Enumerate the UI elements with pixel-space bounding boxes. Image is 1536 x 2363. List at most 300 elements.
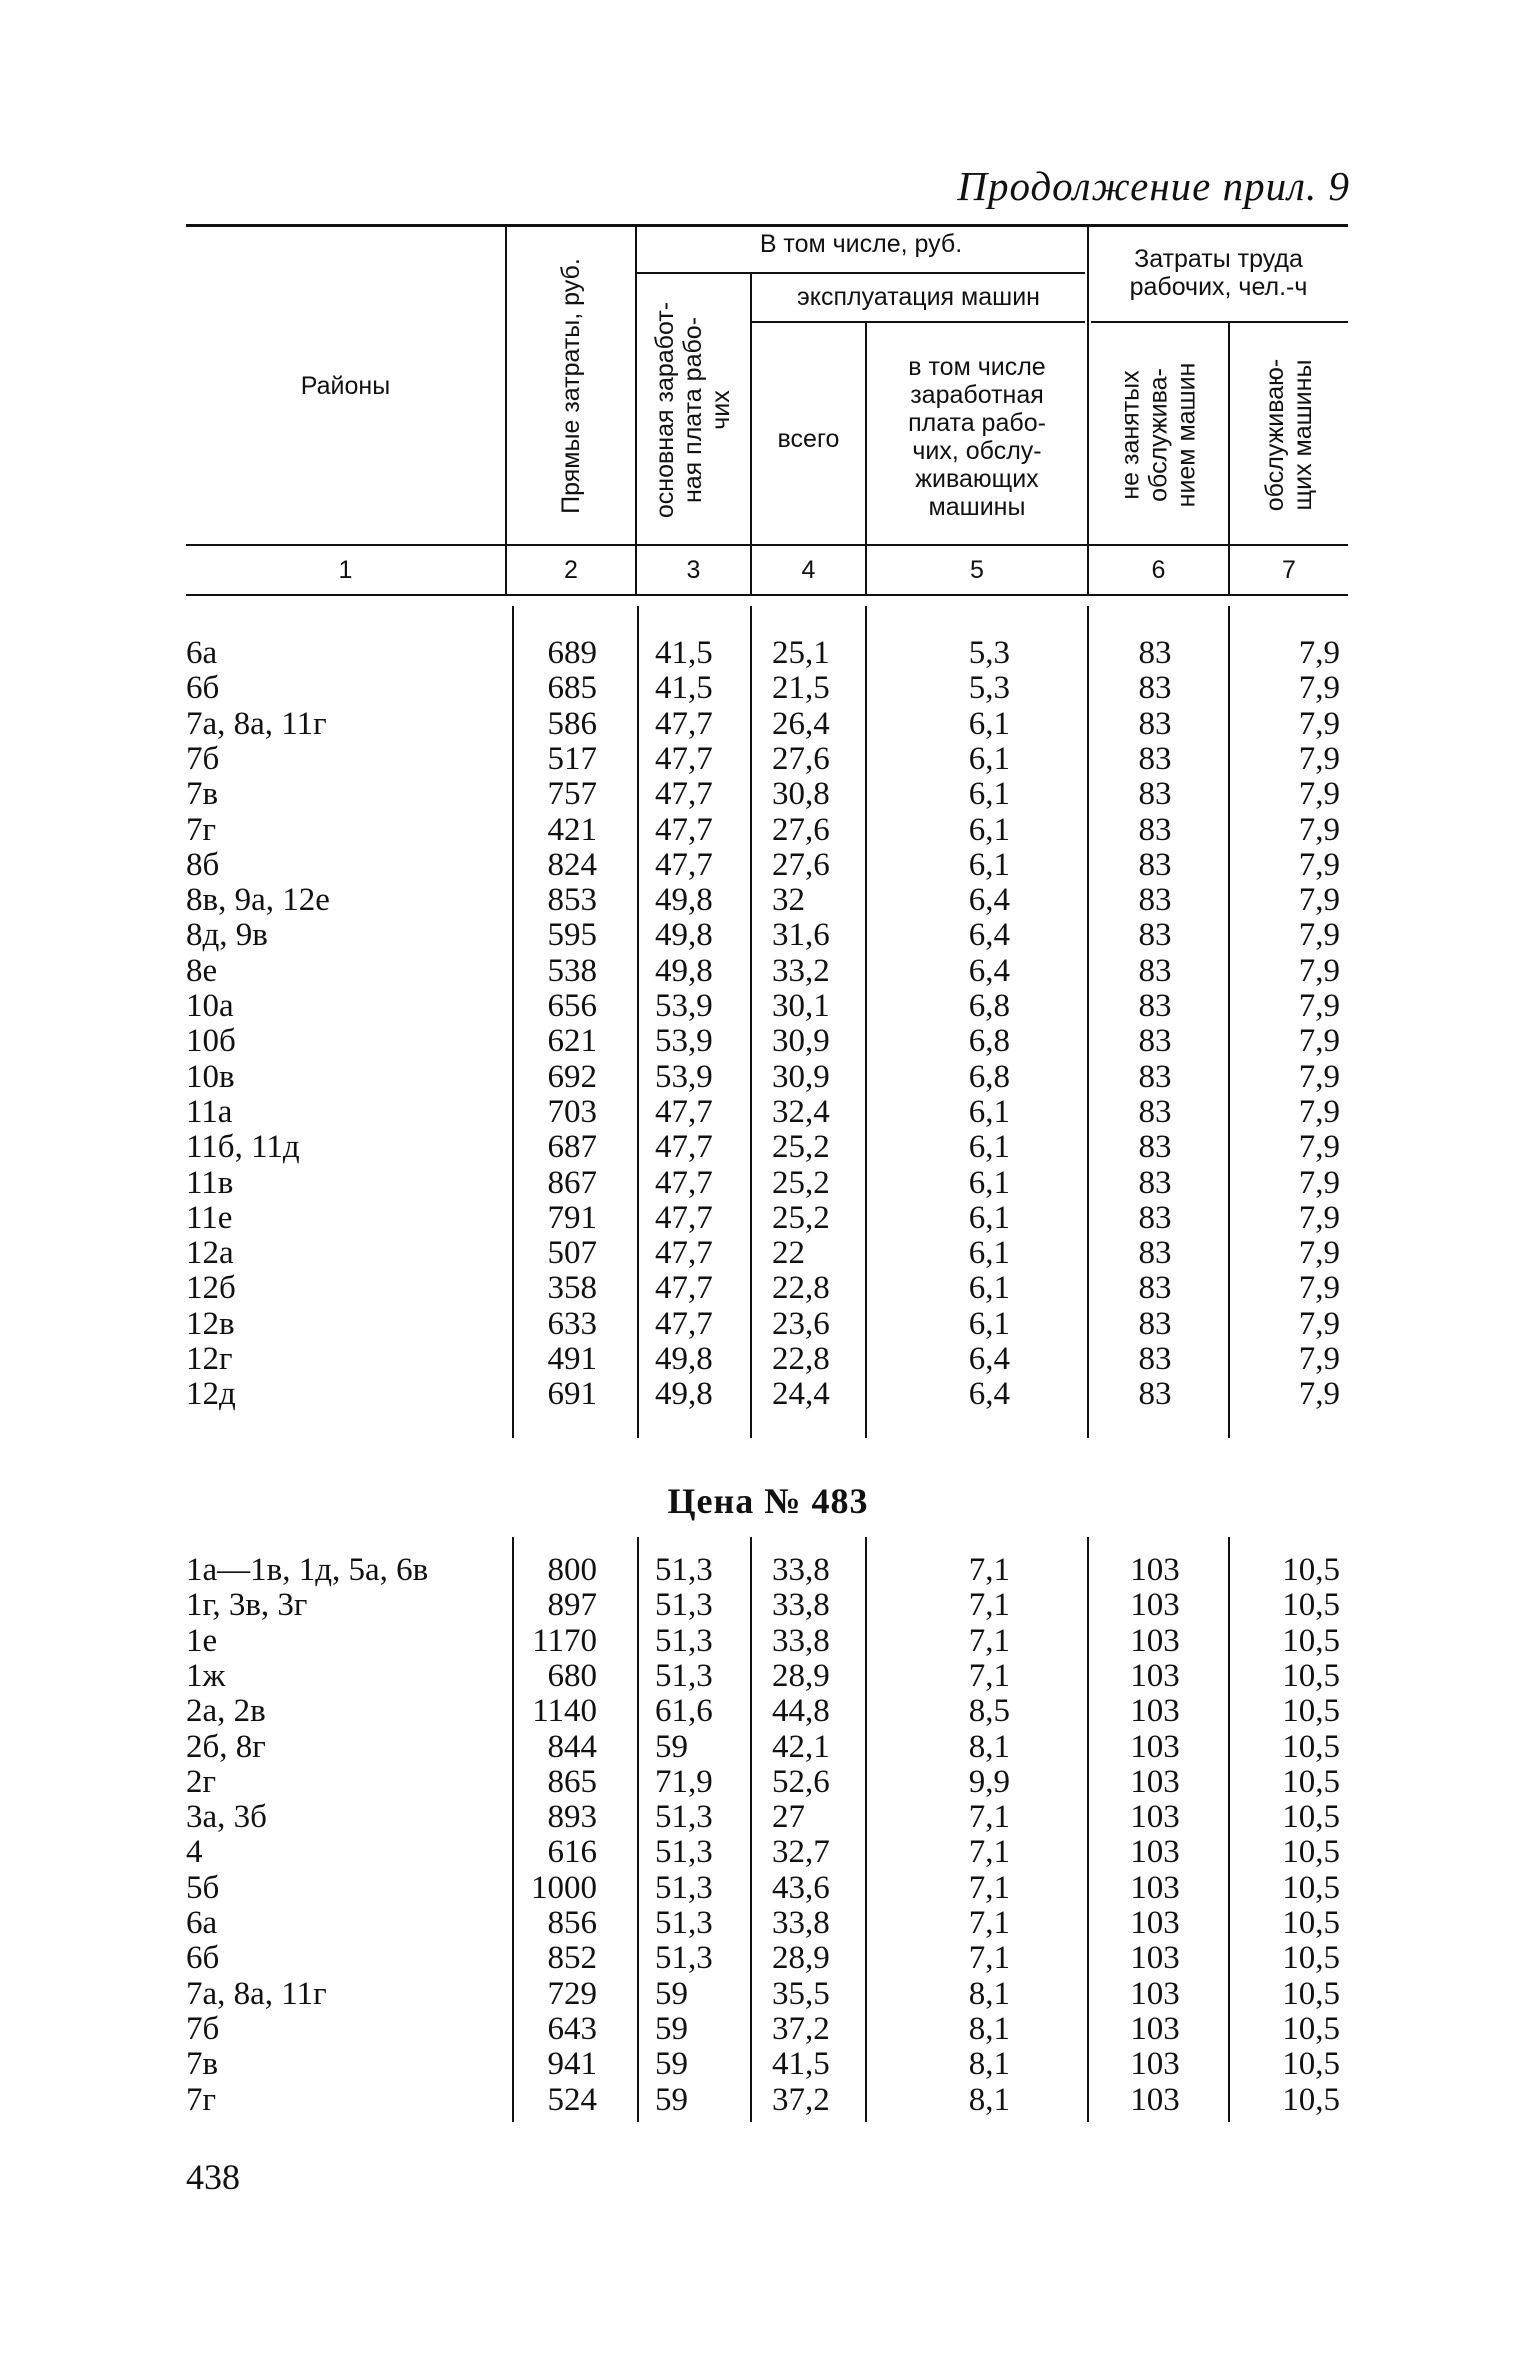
table-cell: 33,8 [772, 1905, 830, 1941]
table-cell: 83 [1138, 1341, 1172, 1377]
table-cell: 12а [186, 1235, 234, 1272]
table-row [0, 1130, 1536, 1165]
table-cell: 53,9 [655, 988, 713, 1024]
table-row [0, 954, 1536, 989]
table-cell: 53,9 [655, 1023, 713, 1060]
table-cell: 1а—1в, 1д, 5а, 6в [186, 1552, 429, 1588]
table-row [0, 1941, 1536, 1976]
table-cell: 7а, 8а, 11г [186, 1975, 327, 2012]
table-cell: 25,2 [772, 1199, 830, 1236]
table-cell: 4 [186, 1834, 203, 1871]
table-cell: 47,7 [655, 1235, 713, 1272]
table-cell: 517 [547, 740, 597, 777]
table-cell: 47,7 [655, 811, 713, 848]
table-cell: 10,5 [1282, 1552, 1340, 1588]
table-cell: 51,3 [655, 1905, 713, 1941]
table-cell: 49,8 [655, 1376, 713, 1413]
table-cell: 103 [1130, 1622, 1180, 1659]
table-row [0, 1871, 1536, 1906]
table-row [0, 2083, 1536, 2118]
table-cell: 12в [186, 1305, 235, 1342]
table-row [0, 1765, 1536, 1800]
table-cell: 61,6 [655, 1693, 713, 1730]
table-cell: 37,2 [772, 2081, 830, 2118]
table-cell: 852 [547, 1940, 597, 1977]
table-cell: 10,5 [1282, 2010, 1340, 2047]
table-cell: 59 [655, 1728, 688, 1765]
table-cell: 10б [186, 1023, 236, 1060]
table-cell: 11а [186, 1093, 233, 1130]
table-cell: 7,9 [1298, 952, 1340, 989]
table-cell: 30,9 [772, 1023, 830, 1060]
table-row [0, 742, 1536, 777]
table-cell: 47,7 [655, 846, 713, 883]
table-cell: 7,1 [968, 1622, 1010, 1659]
table-row [0, 1730, 1536, 1765]
table-cell: 7,1 [968, 1869, 1010, 1906]
table-cell: 791 [547, 1199, 597, 1236]
table-cell: 7,1 [968, 1940, 1010, 1977]
table-cell: 586 [547, 705, 597, 742]
table-cell: 26,4 [772, 705, 830, 742]
table-cell: 83 [1138, 882, 1172, 919]
table-cell: 11б, 11д [186, 1129, 300, 1166]
table-cell: 37,2 [772, 2010, 830, 2047]
table-cell: 10,5 [1282, 1622, 1340, 1659]
group-labor-underline [1091, 321, 1348, 323]
header-machine-wage: в том числе заработная плата рабо- чих, обслу- живающих машины [908, 353, 1046, 521]
table-cell: 10,5 [1282, 2081, 1340, 2118]
table-cell: 83 [1138, 1270, 1172, 1307]
table-cell: 10,5 [1282, 1834, 1340, 1871]
table-cell: 687 [547, 1129, 597, 1166]
table-cell: 51,3 [655, 1940, 713, 1977]
table-cell: 7в [186, 2046, 219, 2083]
table-cell: 6,1 [968, 1235, 1010, 1272]
table-cell: 7б [186, 740, 220, 777]
column-number: 6 [1151, 556, 1166, 584]
table-row [0, 1553, 1536, 1588]
table-cell: 11е [186, 1199, 233, 1236]
table-cell: 59 [655, 2010, 688, 2047]
header-direct-costs: Прямые затраты, руб. [557, 258, 586, 514]
table-cell: 6б [186, 1940, 220, 1977]
table-row [0, 1166, 1536, 1201]
table-cell: 30,8 [772, 776, 830, 813]
table-cell: 853 [547, 882, 597, 919]
table-cell: 47,7 [655, 776, 713, 813]
table-cell: 6,1 [968, 1164, 1010, 1201]
table-cell: 680 [547, 1657, 597, 1694]
table-cell: 33,2 [772, 952, 830, 989]
table-cell: 10,5 [1282, 1940, 1340, 1977]
table-cell: 9,9 [968, 1763, 1010, 1800]
table-cell: 7,9 [1298, 917, 1340, 954]
table-cell: 33,8 [772, 1587, 830, 1624]
table-cell: 83 [1138, 705, 1172, 742]
table-cell: 47,7 [655, 1093, 713, 1130]
table-cell: 7,9 [1298, 988, 1340, 1024]
table-cell: 6,8 [968, 988, 1010, 1024]
table-cell: 633 [547, 1305, 597, 1342]
table-cell: 59 [655, 2081, 688, 2118]
table-row [0, 1624, 1536, 1659]
table-cell: 22,8 [772, 1341, 830, 1377]
table-cell: 8,1 [968, 2081, 1010, 2118]
table-cell: 25,2 [772, 1129, 830, 1166]
header-servicing: обслуживаю- щих машины [1261, 358, 1318, 511]
price-section-title: Цена № 483 [667, 1481, 869, 1521]
table-cell: 10,5 [1282, 1587, 1340, 1624]
table-cell: 83 [1138, 740, 1172, 777]
table-cell: 51,3 [655, 1622, 713, 1659]
table-row [0, 1906, 1536, 1941]
table-cell: 12д [186, 1376, 236, 1413]
table-cell: 7,9 [1298, 811, 1340, 848]
table-cell: 52,6 [772, 1763, 830, 1800]
table-row [0, 1694, 1536, 1729]
table-cell: 103 [1130, 1693, 1180, 1730]
table-cell: 32,4 [772, 1093, 830, 1130]
table-cell: 41,5 [772, 2046, 830, 2083]
table-cell: 6б [186, 670, 220, 707]
table-row [0, 813, 1536, 848]
table-cell: 41,5 [655, 635, 713, 671]
table-row [0, 2012, 1536, 2047]
table-cell: 7,1 [968, 1587, 1010, 1624]
table-cell: 83 [1138, 1129, 1172, 1166]
table-row [0, 707, 1536, 742]
table-cell: 47,7 [655, 1129, 713, 1166]
table-cell: 6,4 [968, 1341, 1010, 1377]
table-cell: 11в [186, 1164, 234, 1201]
table-cell: 103 [1130, 1657, 1180, 1694]
table-cell: 7,9 [1298, 1270, 1340, 1307]
table-cell: 8,5 [968, 1693, 1010, 1730]
table-cell: 12г [186, 1341, 233, 1377]
table-cell: 8е [186, 952, 218, 989]
table-cell: 7,9 [1298, 1058, 1340, 1095]
table-cell: 824 [547, 846, 597, 883]
table-top-rule [186, 224, 1348, 227]
column-number: 5 [970, 556, 984, 584]
table-row [0, 1342, 1536, 1377]
table-cell: 30,9 [772, 1058, 830, 1095]
table-cell: 6,1 [968, 776, 1010, 813]
table-cell: 103 [1130, 2046, 1180, 2083]
table-cell: 24,4 [772, 1376, 830, 1413]
table-cell: 421 [547, 811, 597, 848]
table-cell: 941 [547, 2046, 597, 2083]
table-cell: 83 [1138, 1305, 1172, 1342]
table-cell: 32 [772, 882, 805, 919]
table-cell: 1000 [531, 1869, 597, 1906]
table-cell: 8,1 [968, 2010, 1010, 2047]
table-cell: 7,9 [1298, 1235, 1340, 1272]
table-cell: 53,9 [655, 1058, 713, 1095]
table-cell: 800 [547, 1552, 597, 1588]
table-cell: 491 [547, 1341, 597, 1377]
table-cell: 7,1 [968, 1799, 1010, 1836]
table-cell: 6,1 [968, 705, 1010, 742]
table-cell: 10,5 [1282, 1728, 1340, 1765]
table-cell: 103 [1130, 1834, 1180, 1871]
table-cell: 30,1 [772, 988, 830, 1024]
table-cell: 7,9 [1298, 740, 1340, 777]
table-cell: 358 [547, 1270, 597, 1307]
table-cell: 83 [1138, 1023, 1172, 1060]
table-cell: 28,9 [772, 1657, 830, 1694]
table-cell: 103 [1130, 1940, 1180, 1977]
table-cell: 7в [186, 776, 219, 813]
table-cell: 8в, 9а, 12е [186, 882, 330, 919]
table-cell: 31,6 [772, 917, 830, 954]
table-row [0, 1236, 1536, 1271]
table-cell: 867 [547, 1164, 597, 1201]
header-base-wage: основная заработ- ная плата рабо- чих [651, 301, 736, 519]
table-cell: 7,9 [1298, 1093, 1340, 1130]
header-bottom-rule [186, 544, 1348, 546]
table-cell: 44,8 [772, 1693, 830, 1730]
table-cell: 25,1 [772, 635, 830, 671]
table-cell: 59 [655, 1975, 688, 2012]
table-cell: 47,7 [655, 1164, 713, 1201]
table-cell: 507 [547, 1235, 597, 1272]
table-cell: 103 [1130, 1975, 1180, 2012]
table-row [0, 1307, 1536, 1342]
header-group-machines: эксплуатация машин [797, 283, 1040, 311]
table-cell: 7,9 [1298, 846, 1340, 883]
table-cell: 71,9 [655, 1763, 713, 1800]
table-cell: 83 [1138, 1093, 1172, 1130]
table-cell: 6,4 [968, 952, 1010, 989]
table-cell: 10,5 [1282, 1905, 1340, 1941]
page-number: 438 [186, 2157, 240, 2197]
table-cell: 103 [1130, 2081, 1180, 2118]
table-cell: 5б [186, 1869, 220, 1906]
column-number: 4 [801, 556, 816, 584]
table-cell: 7,9 [1298, 1305, 1340, 1342]
table-row [0, 671, 1536, 706]
table-cell: 865 [547, 1763, 597, 1800]
table-cell: 51,3 [655, 1587, 713, 1624]
table-cell: 83 [1138, 811, 1172, 848]
table-cell: 8д, 9в [186, 917, 268, 954]
table-cell: 83 [1138, 1164, 1172, 1201]
table-cell: 7,9 [1298, 1129, 1340, 1166]
table-cell: 27 [772, 1799, 805, 1836]
table-cell: 83 [1138, 952, 1172, 989]
table-cell: 103 [1130, 1905, 1180, 1941]
table-cell: 2б, 8г [186, 1728, 266, 1765]
table-cell: 32,7 [772, 1834, 830, 1871]
table-cell: 844 [547, 1728, 597, 1765]
table-cell: 47,7 [655, 1199, 713, 1236]
table-cell: 685 [547, 670, 597, 707]
table-cell: 21,5 [772, 670, 830, 707]
table-cell: 656 [547, 988, 597, 1024]
table-row [0, 1800, 1536, 1835]
table-cell: 6,4 [968, 917, 1010, 954]
group-machines-underline [752, 321, 1085, 323]
table-cell: 1ж [186, 1657, 226, 1694]
table-cell: 7,9 [1298, 635, 1340, 671]
table-cell: 23,6 [772, 1305, 830, 1342]
table-cell: 103 [1130, 2010, 1180, 2047]
table-cell: 643 [547, 2010, 597, 2047]
table-row [0, 883, 1536, 918]
table-cell: 5,3 [968, 670, 1010, 707]
table-cell: 2г [186, 1763, 217, 1800]
table-cell: 703 [547, 1093, 597, 1130]
table-cell: 10в [186, 1058, 235, 1095]
table-cell: 691 [547, 1376, 597, 1413]
table-cell: 692 [547, 1058, 597, 1095]
table-row [0, 1588, 1536, 1623]
table-cell: 6,8 [968, 1058, 1010, 1095]
table-cell: 1170 [532, 1622, 597, 1659]
table-cell: 7,9 [1298, 1341, 1340, 1377]
column-number-rule [186, 594, 1348, 596]
table-cell: 10,5 [1282, 1763, 1340, 1800]
table-cell: 51,3 [655, 1869, 713, 1906]
header-rayony: Районы [300, 372, 391, 400]
table-cell: 729 [547, 1975, 597, 2012]
table-cell: 524 [547, 2081, 597, 2118]
table-cell: 49,8 [655, 917, 713, 954]
table-cell: 7,9 [1298, 705, 1340, 742]
table-cell: 10,5 [1282, 1975, 1340, 2012]
header-total: всего [777, 425, 840, 453]
table-cell: 893 [547, 1799, 597, 1836]
table-row [0, 1271, 1536, 1306]
table-cell: 7,1 [968, 1834, 1010, 1871]
table-cell: 621 [547, 1023, 597, 1060]
table-cell: 83 [1138, 1199, 1172, 1236]
table-cell: 28,9 [772, 1940, 830, 1977]
table-cell: 1е [186, 1622, 218, 1659]
table-cell: 22 [772, 1235, 805, 1272]
table-cell: 6,1 [968, 846, 1010, 883]
table-cell: 51,3 [655, 1657, 713, 1694]
table-cell: 616 [547, 1834, 597, 1871]
table-row [0, 918, 1536, 953]
table-cell: 7,9 [1298, 1023, 1340, 1060]
table-cell: 47,7 [655, 740, 713, 777]
column-number: 3 [686, 556, 701, 584]
table-cell: 6а [186, 1905, 218, 1941]
table-cell: 83 [1138, 1376, 1172, 1413]
table-cell: 6,1 [968, 1129, 1010, 1166]
table-cell: 10,5 [1282, 1869, 1340, 1906]
table-row [0, 1659, 1536, 1694]
group-cost-underline [637, 272, 1085, 274]
table-cell: 7,9 [1298, 1199, 1340, 1236]
table-cell: 49,8 [655, 1341, 713, 1377]
table-cell: 8б [186, 846, 220, 883]
table-row [0, 636, 1536, 671]
table-cell: 103 [1130, 1799, 1180, 1836]
column-number: 7 [1282, 556, 1296, 584]
table-cell: 7г [186, 2081, 217, 2118]
table-cell: 7,9 [1298, 776, 1340, 813]
table-cell: 51,3 [655, 1799, 713, 1836]
table-cell: 41,5 [655, 670, 713, 707]
table-cell: 595 [547, 917, 597, 954]
table-cell: 59 [655, 2046, 688, 2083]
table-row [0, 848, 1536, 883]
table-cell: 2а, 2в [186, 1693, 266, 1730]
table-cell: 33,8 [772, 1552, 830, 1588]
table-cell: 27,6 [772, 740, 830, 777]
table-cell: 6,1 [968, 740, 1010, 777]
table-cell: 8,1 [968, 1975, 1010, 2012]
table-cell: 22,8 [772, 1270, 830, 1307]
table-cell: 27,6 [772, 811, 830, 848]
table-cell: 83 [1138, 635, 1172, 671]
table-cell: 83 [1138, 917, 1172, 954]
table-cell: 10а [186, 988, 234, 1024]
table-cell: 897 [547, 1587, 597, 1624]
table-cell: 33,8 [772, 1622, 830, 1659]
table-cell: 757 [547, 776, 597, 813]
table-cell: 83 [1138, 776, 1172, 813]
table-cell: 6,1 [968, 811, 1010, 848]
table-cell: 103 [1130, 1763, 1180, 1800]
table-row [0, 2047, 1536, 2082]
table-cell: 83 [1138, 988, 1172, 1024]
table-cell: 6,8 [968, 1023, 1010, 1060]
table-row [0, 1095, 1536, 1130]
column-number: 2 [564, 556, 578, 584]
table-cell: 51,3 [655, 1552, 713, 1588]
table-row [0, 1024, 1536, 1059]
table-cell: 7б [186, 2010, 220, 2047]
table-cell: 83 [1138, 1058, 1172, 1095]
table-row [0, 1377, 1536, 1412]
table-cell: 35,5 [772, 1975, 830, 2012]
table-cell: 103 [1130, 1728, 1180, 1765]
table-cell: 7г [186, 811, 217, 848]
table-cell: 1140 [532, 1693, 597, 1730]
table-cell: 47,7 [655, 705, 713, 742]
column-number: 1 [338, 556, 353, 584]
table-cell: 7,1 [968, 1905, 1010, 1941]
table-cell: 7,9 [1298, 882, 1340, 919]
table-cell: 689 [547, 635, 597, 671]
table-cell: 83 [1138, 670, 1172, 707]
header-group-cost: В том числе, руб. [759, 230, 963, 258]
table-cell: 42,1 [772, 1728, 830, 1765]
table-cell: 103 [1130, 1869, 1180, 1906]
table-cell: 5,3 [968, 635, 1010, 671]
table-cell: 47,7 [655, 1305, 713, 1342]
table-row [0, 1835, 1536, 1870]
table-cell: 10,5 [1282, 1657, 1340, 1694]
table-row [0, 989, 1536, 1024]
table-cell: 103 [1130, 1587, 1180, 1624]
table-cell: 7,9 [1298, 670, 1340, 707]
table-cell: 6,4 [968, 882, 1010, 919]
header-base-wage-wrap [637, 276, 750, 544]
table-row [0, 1201, 1536, 1236]
table-cell: 7,1 [968, 1552, 1010, 1588]
table-cell: 103 [1130, 1552, 1180, 1588]
table-cell: 538 [547, 952, 597, 989]
table-cell: 51,3 [655, 1834, 713, 1871]
table-cell: 10,5 [1282, 1693, 1340, 1730]
table-cell: 25,2 [772, 1164, 830, 1201]
